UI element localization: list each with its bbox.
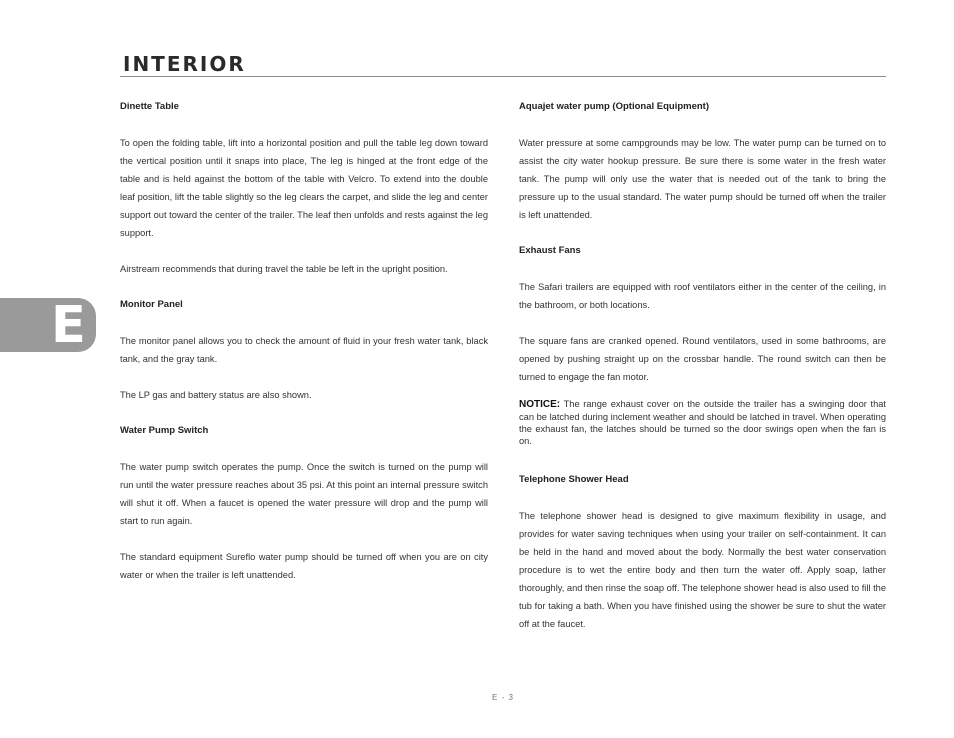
left-column <box>120 98 488 584</box>
dinette-table-heading: Dinette Table <box>120 101 179 112</box>
right-column <box>519 98 886 633</box>
notice-block <box>519 398 886 447</box>
page-number: E - 3 <box>492 693 514 702</box>
water-pump-switch-heading: Water Pump Switch <box>120 425 209 436</box>
square-fans-paragraph: The square fans are cranked opened. Round ventilators, used in some bathrooms, are opened by pushing straight up on the crossbar handle. The round switch can then be turned to engage the fan motor. <box>519 336 886 382</box>
notice-label: NOTICE: <box>519 399 561 410</box>
page-title: INTERIOR <box>123 52 246 76</box>
telephone-shower-head-paragraph: The telephone shower head is designed to give maximum flexibility in usage, and provides for water saving techniques when using your trailer on self-containment. It can be held in the hand and moved about the body. Normally the best water conservation procedure is to wet the entire body and then turn the water off. Apply soap, lather thoroughly, and then rinse the soap off. The telephone shower head is also used to fill the tub for taking a bath. When you have finished using the shower be sure to shut the water off at the faucet. <box>519 511 886 629</box>
monitor-panel-heading: Monitor Panel <box>120 299 183 310</box>
aquajet-pump-paragraph: Water pressure at some campgrounds may be low. The water pump can be turned on to assist the city water hookup pressure. Be sure there is some water in the fresh water tank. The pump will only use the water that is needed out of the tank to bring the pressure up to the usual standard. The water pump should be turned off when the trailer is left unattended. <box>519 138 886 220</box>
dinette-table-paragraph: To open the folding table, lift into a horizontal position and pull the table leg down toward the vertical position until it snaps into place, The leg is hinged at the front edge of the table and is held against the bottom of the table with Velcro. To extend into the double leaf position, lift the table slightly so the leg clears the carpet, and slide the leg and center support out toward the center of the trailer. The leaf then unfolds and rests against the leg support. <box>120 138 488 238</box>
dinette-travel-paragraph: Airstream recommends that during travel the table be left in the upright position. <box>120 264 448 274</box>
section-tab-letter: E <box>51 298 86 352</box>
water-pump-switch-paragraph: The water pump switch operates the pump. Once the switch is turned on the pump will run until the water pressure reaches about 35 psi. At this point an internal pressure switch will shut it off. When a faucet is opened the water pressure will drop and the pump will start to run again. <box>120 462 488 526</box>
aquajet-pump-heading: Aquajet water pump (Optional Equipment) <box>519 101 709 112</box>
monitor-panel-paragraph: The monitor panel allows you to check the amount of fluid in your fresh water tank, black tank, and the gray tank. <box>120 336 488 364</box>
monitor-status-paragraph: The LP gas and battery status are also shown. <box>120 390 312 400</box>
section-tab <box>0 298 96 352</box>
telephone-shower-head-heading: Telephone Shower Head <box>519 474 629 485</box>
title-divider <box>120 76 886 77</box>
exhaust-fans-heading: Exhaust Fans <box>519 245 581 256</box>
exhaust-fans-paragraph: The Safari trailers are equipped with roof ventilators either in the center of the ceiling, in the bathroom, or both locations. <box>519 282 886 310</box>
notice-text: The range exhaust cover on the outside the trailer has a swinging door that can be latched during inclement weather and should be latched in travel. When operating the exhaust fan, the latches should be turned so the door swings open when the fan is on. <box>519 399 886 446</box>
sureflo-pump-paragraph: The standard equipment Sureflo water pump should be turned off when you are on city water or when the trailer is left unattended. <box>120 552 488 580</box>
